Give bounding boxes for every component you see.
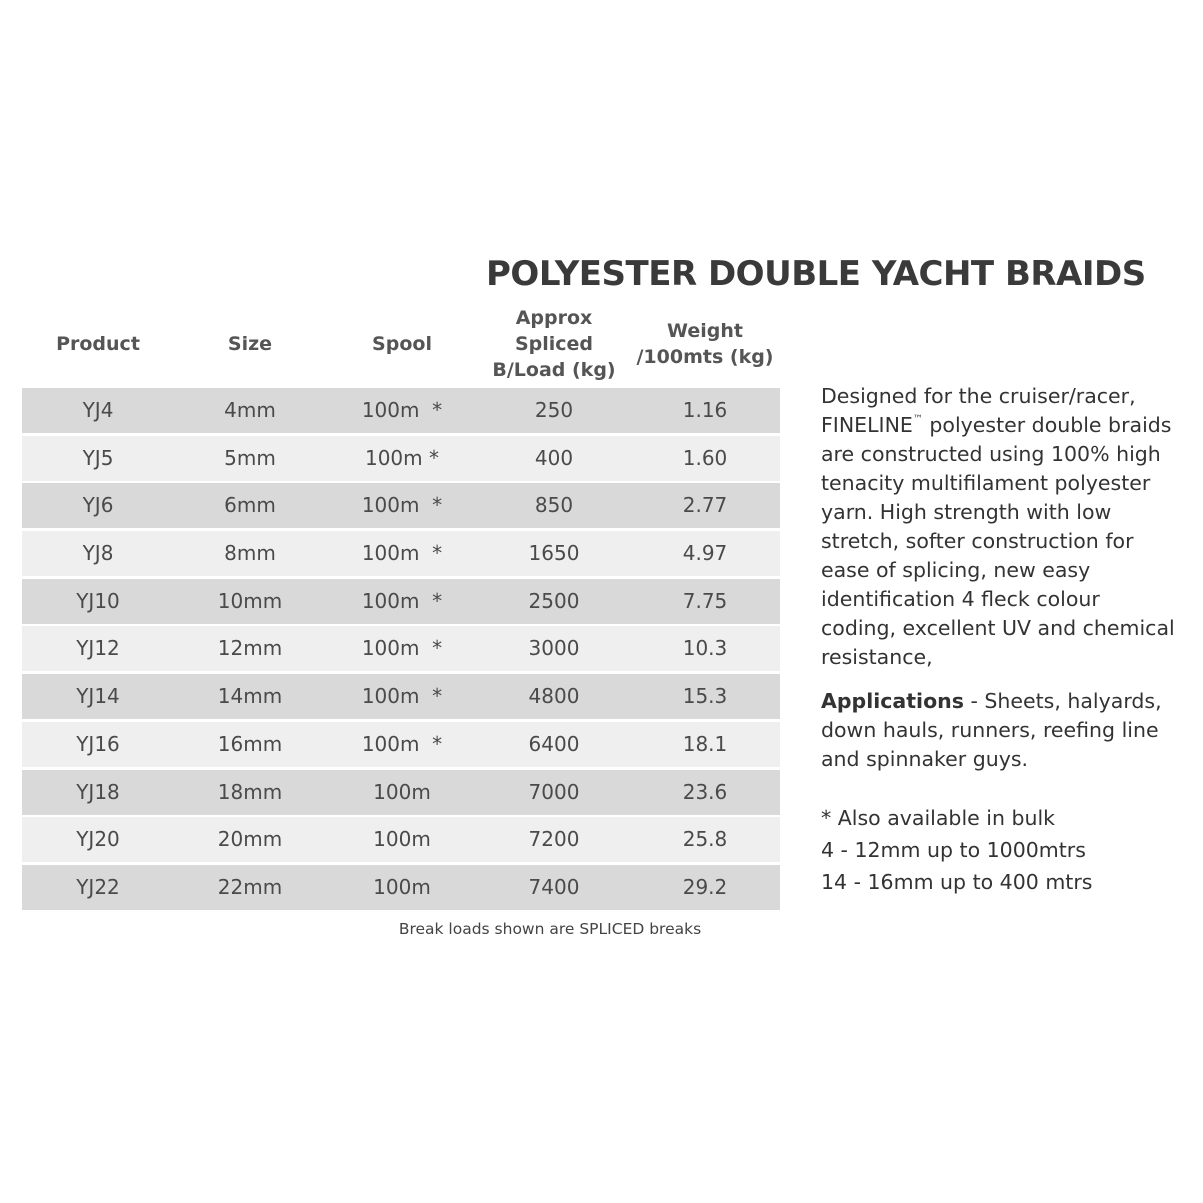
cell-break-load: 2500	[528, 588, 580, 613]
cell-spool: 100m	[373, 779, 431, 804]
table-body	[22, 388, 780, 910]
description-end: polyester double braids are constructed using 100% high tenacity multifilament polyester yarn. High strength with low stretch, softer construction for ease of splicing, new easy identification 4 fleck colour coding, excellent UV and chemical resistance,	[821, 413, 1175, 669]
bulk-line: 4 - 12mm up to 1000mtrs	[821, 838, 1086, 862]
cell-break-load: 400	[534, 445, 574, 470]
cell-size: 6mm	[224, 493, 276, 518]
table-row	[22, 817, 780, 862]
header-spool: Spool	[372, 333, 432, 355]
table-header	[22, 300, 780, 388]
cell-weight: 18.1	[682, 731, 728, 756]
description-paragraph	[821, 382, 1181, 672]
cell-product: YJ5	[82, 445, 114, 470]
table-row	[22, 483, 780, 528]
cell-weight: 1.60	[682, 445, 728, 470]
description-start: Designed for the cruiser/racer, FINELINE	[821, 384, 1136, 437]
cell-size: 8mm	[224, 541, 276, 566]
cell-weight: 10.3	[682, 636, 728, 661]
cell-weight: 1.16	[682, 398, 728, 422]
header-product: Product	[56, 333, 140, 355]
cell-spool: 100m *	[361, 684, 443, 709]
cell-spool: 100m *	[361, 731, 443, 756]
table-row	[22, 388, 780, 433]
bulk-line: 14 - 16mm up to 400 mtrs	[821, 870, 1093, 894]
cell-spool: 100m	[373, 827, 431, 852]
cell-size: 16mm	[217, 731, 283, 756]
cell-break-load: 850	[534, 493, 574, 518]
cell-product: YJ14	[76, 684, 120, 709]
cell-weight: 23.6	[682, 779, 728, 804]
cell-break-load: 6400	[528, 731, 580, 756]
cell-size: 20mm	[217, 827, 283, 852]
applications-text: - Sheets, halyards, down hauls, runners, reefing line and spinnaker guys.	[821, 689, 1162, 771]
table-row	[22, 865, 780, 910]
table-row	[22, 722, 780, 767]
cell-product: YJ4	[82, 398, 114, 422]
cell-size: 22mm	[217, 874, 283, 899]
bulk-availability	[821, 802, 1181, 898]
table-footnote: Break loads shown are SPLICED breaks	[398, 920, 702, 938]
cell-weight: 29.2	[682, 874, 728, 899]
cell-weight: 7.75	[682, 588, 728, 613]
cell-spool: 100m *	[361, 636, 443, 661]
cell-break-load: 7000	[528, 779, 580, 804]
cell-break-load: 7400	[528, 874, 580, 899]
cell-break-load: 1650	[528, 541, 580, 566]
cell-break-load: 3000	[528, 636, 580, 661]
trademark-symbol: ™	[912, 414, 923, 425]
cell-product: YJ22	[76, 874, 120, 899]
cell-weight: 4.97	[682, 541, 728, 566]
cell-product: YJ8	[82, 541, 114, 566]
cell-spool: 100m *	[361, 493, 443, 518]
applications-label: Applications	[821, 689, 964, 713]
cell-product: YJ18	[76, 779, 120, 804]
cell-spool: 100m *	[361, 541, 443, 566]
bulk-line: * Also available in bulk	[821, 806, 1056, 830]
cell-spool: 100m *	[361, 588, 443, 613]
cell-spool: 100m *	[361, 398, 443, 422]
header-break-load: Approx Spliced B/Load (kg)	[492, 307, 616, 381]
cell-size: 5mm	[224, 445, 276, 470]
table-row	[22, 531, 780, 576]
cell-product: YJ20	[76, 827, 120, 852]
cell-break-load: 250	[534, 398, 574, 422]
table-row	[22, 626, 780, 671]
applications-paragraph	[821, 687, 1181, 774]
table-row	[22, 436, 780, 481]
cell-break-load: 4800	[528, 684, 580, 709]
cell-break-load: 7200	[528, 827, 580, 852]
header-weight: Weight /100mts (kg)	[636, 320, 774, 368]
cell-size: 10mm	[217, 588, 283, 613]
table-row	[22, 579, 780, 624]
cell-size: 4mm	[224, 398, 276, 422]
header-size: Size	[227, 333, 273, 355]
table-row	[22, 770, 780, 815]
cell-weight: 2.77	[682, 493, 728, 518]
page-title: POLYESTER DOUBLE YACHT BRAIDS	[486, 254, 1146, 294]
cell-product: YJ6	[82, 493, 114, 518]
cell-size: 14mm	[217, 684, 283, 709]
cell-product: YJ12	[76, 636, 120, 661]
cell-weight: 15.3	[682, 684, 728, 709]
table-row	[22, 674, 780, 719]
description	[821, 382, 1181, 898]
cell-spool: 100m *	[364, 445, 439, 470]
cell-product: YJ10	[76, 588, 120, 613]
spec-table	[22, 300, 780, 913]
cell-weight: 25.8	[682, 827, 728, 852]
cell-spool: 100m	[373, 874, 431, 899]
cell-size: 18mm	[217, 779, 283, 804]
cell-product: YJ16	[76, 731, 120, 756]
cell-size: 12mm	[217, 636, 283, 661]
